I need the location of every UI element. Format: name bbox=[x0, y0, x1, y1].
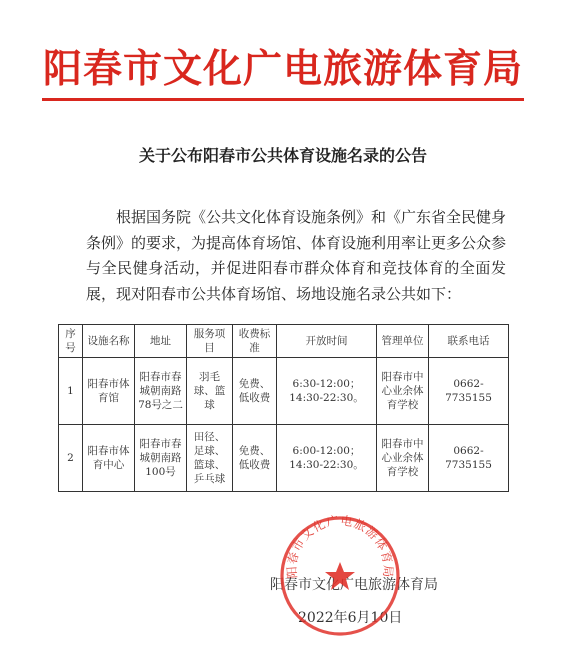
table-cell: 1 bbox=[59, 358, 83, 425]
table-cell: 阳春市春城朝南路78号之二 bbox=[135, 358, 187, 425]
table-cell: 6:00-12:00；14:30-22:30。 bbox=[277, 425, 377, 492]
table-cell: 阳春市体育馆 bbox=[83, 358, 135, 425]
table-header-row bbox=[59, 325, 509, 358]
letterhead-rule bbox=[42, 98, 524, 101]
table-cell: 0662-7735155 bbox=[429, 358, 509, 425]
table-cell: 免费、低收费 bbox=[233, 425, 277, 492]
table-cell: 6:30-12:00；14:30-22:30。 bbox=[277, 358, 377, 425]
facilities-table bbox=[58, 324, 509, 492]
notice-title: 关于公布阳春市公共体育设施名录的公告 bbox=[138, 146, 427, 165]
signature-org: 阳春市文化广电旅游体育局 bbox=[270, 577, 438, 593]
header-cell: 服务项目 bbox=[187, 325, 233, 358]
official-seal-icon bbox=[276, 512, 404, 640]
seal-text: 阳春市文化广电旅游体育局 bbox=[284, 513, 396, 579]
header-cell: 设施名称 bbox=[83, 325, 135, 358]
signature-date: 2022年6月10日 bbox=[298, 610, 403, 626]
table-cell: 阳春市体育中心 bbox=[83, 425, 135, 492]
table-cell: 2 bbox=[59, 425, 83, 492]
table-cell: 阳春市中心业余体育学校 bbox=[377, 425, 429, 492]
table-row bbox=[59, 425, 509, 492]
table-cell: 田径、足球、篮球、乒乓球 bbox=[187, 425, 233, 492]
header-cell: 联系电话 bbox=[429, 325, 509, 358]
table-cell: 0662-7735155 bbox=[429, 425, 509, 492]
table-cell: 阳春市春城朝南路100号 bbox=[135, 425, 187, 492]
table-row bbox=[59, 358, 509, 425]
header-cell: 地址 bbox=[135, 325, 187, 358]
header-cell: 序号 bbox=[59, 325, 83, 358]
header-cell: 管理单位 bbox=[377, 325, 429, 358]
table-cell: 阳春市中心业余体育学校 bbox=[377, 358, 429, 425]
notice-body: 根据国务院《公共文化体育设施条例》和《广东省全民健身条例》的要求，为提高体育场馆、体育设施利用率让更多公众参与全民健身活动，并促进阳春市群众体育和竞技体育的全面发展，现对阳春市公共体育场馆、场地设施名录公共如下： bbox=[86, 208, 507, 303]
header-cell: 收费标准 bbox=[233, 325, 277, 358]
table-cell: 免费、低收费 bbox=[233, 358, 277, 425]
org-letterhead: 阳春市文化广电旅游体育局 bbox=[42, 46, 523, 92]
header-cell: 开放时间 bbox=[277, 325, 377, 358]
table-cell: 羽毛球、篮球 bbox=[187, 358, 233, 425]
